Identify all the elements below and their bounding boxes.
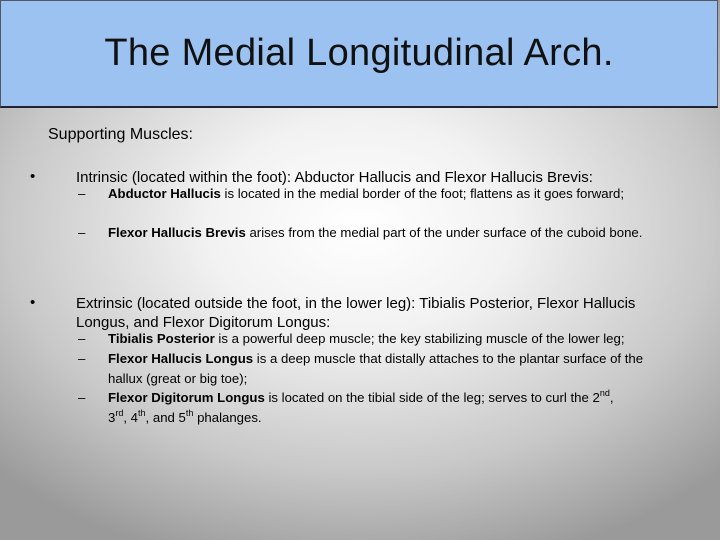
muscle-term: Abductor Hallucis bbox=[108, 186, 221, 201]
muscle-term: Flexor Hallucis Longus bbox=[108, 351, 254, 366]
bullet-marker: • bbox=[30, 294, 36, 311]
ordinal-suffix: rd bbox=[115, 407, 124, 418]
text-part: 3 bbox=[108, 409, 116, 425]
text-part: , 4 bbox=[123, 409, 139, 425]
title-banner bbox=[0, 0, 718, 108]
slide-title: The Medial Longitudinal Arch. bbox=[104, 32, 614, 74]
ordinal-suffix: nd bbox=[599, 388, 610, 398]
text-part: phalanges. bbox=[193, 409, 262, 425]
bullet-text: Extrinsic (located outside the foot, in the lower leg): Tibialis Posterior, Flexor Hallucis Longus, and Flexor Digitorum Longus: bbox=[76, 295, 636, 331]
muscle-term: Flexor Digitorum Longus bbox=[108, 390, 265, 405]
bullet-text: Intrinsic (located within the foot): Abductor Hallucis and Flexor Hallucis Brevis: bbox=[76, 169, 593, 186]
dash-marker: – bbox=[78, 225, 86, 240]
dash-marker: – bbox=[78, 351, 86, 366]
subheading: Supporting Muscles: bbox=[48, 126, 193, 143]
ordinal-suffix: th bbox=[138, 407, 146, 418]
text-part: , and 5 bbox=[145, 409, 186, 425]
bullet-marker: • bbox=[30, 168, 36, 185]
dash-marker: – bbox=[78, 390, 86, 405]
muscle-desc: is a powerful deep muscle; the key stabilizing muscle of the lower leg; bbox=[214, 331, 625, 346]
muscle-term: Flexor Hallucis Brevis bbox=[108, 225, 246, 240]
muscle-desc: arises from the medial part of the under surface of the cuboid bone. bbox=[245, 225, 643, 240]
dash-marker: – bbox=[78, 186, 86, 201]
ordinal-suffix: th bbox=[185, 407, 194, 418]
muscle-desc: is a deep muscle that distally attaches to the plantar surface of the hallux (great or big toe); bbox=[108, 351, 644, 386]
muscle-desc: is located on the tibial side of the leg; serves to curl the 2 bbox=[264, 390, 600, 405]
dash-marker: – bbox=[78, 331, 86, 346]
muscle-desc: is located in the medial border of the foot; flattens as it goes forward; bbox=[220, 186, 625, 201]
text-part: , bbox=[609, 390, 614, 405]
muscle-term: Tibialis Posterior bbox=[108, 331, 215, 346]
